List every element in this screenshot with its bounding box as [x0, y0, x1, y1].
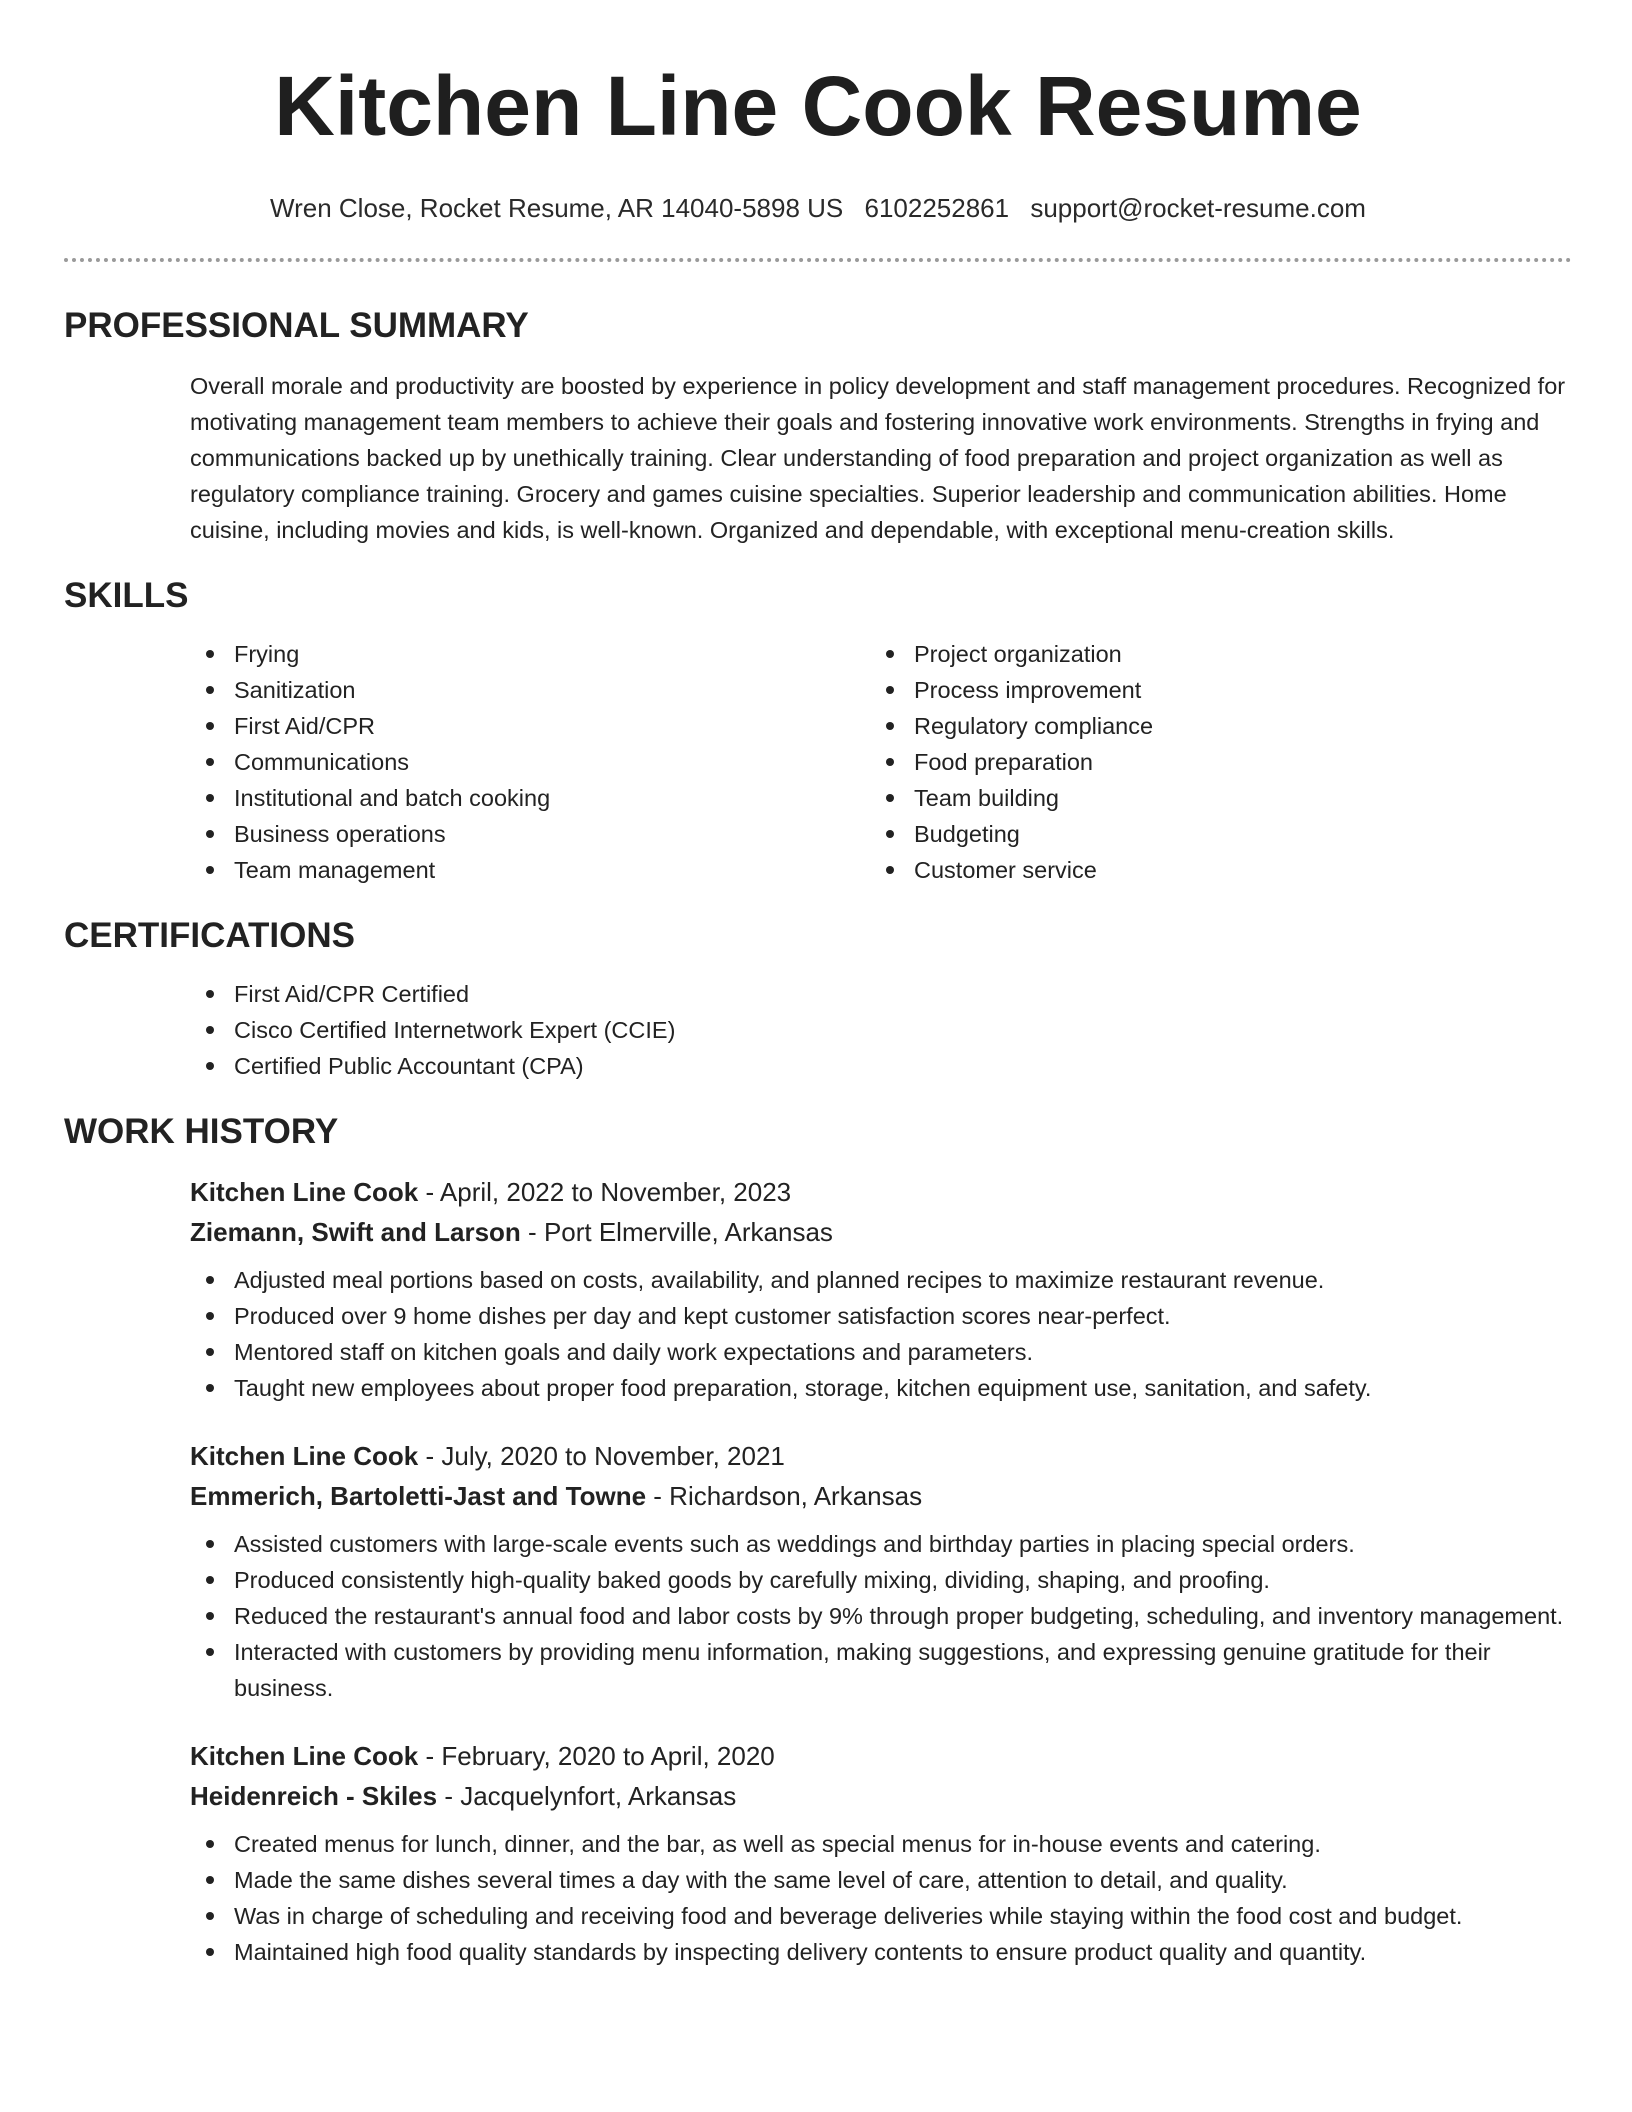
list-item: First Aid/CPR: [234, 708, 870, 744]
skills-title: SKILLS: [64, 576, 189, 615]
job-role-line: Kitchen Line Cook - February, 2020 to April, 2020: [190, 1741, 775, 1771]
job-company: Heidenreich - Skiles: [190, 1781, 438, 1811]
list-item: Adjusted meal portions based on costs, availability, and planned recipes to maximize restaurant revenue.: [234, 1262, 1572, 1298]
contact-line: [64, 192, 1572, 224]
job-company: Emmerich, Bartoletti-Jast and Towne: [190, 1481, 647, 1511]
list-item: Customer service: [914, 852, 1550, 888]
list-item: Team building: [914, 780, 1550, 816]
list-item: Communications: [234, 744, 870, 780]
list-item: Produced over 9 home dishes per day and kept customer satisfaction scores near-perfect.: [234, 1298, 1572, 1334]
job-dates: April, 2022 to November, 2023: [439, 1177, 792, 1207]
job-company: Ziemann, Swift and Larson: [190, 1217, 521, 1247]
list-item: Food preparation: [914, 744, 1550, 780]
summary-text: Overall morale and productivity are boosted by experience in policy development and staff management procedures. Recognized for motivating management team members to achieve their goals and fostering innovative work environments. Strengths in frying and communications backed up by unethically training. Clear understanding of food preparation and project organization as well as regulatory compliance training. Grocery and games cuisine specialties. Superior leadership and communication abilities. Home cuisine, including movies and kids, is well-known. Organized and dependable, with exceptional menu-creation skills.: [190, 373, 1566, 543]
job-company-line: Emmerich, Bartoletti-Jast and Towne - Richardson, Arkansas: [190, 1481, 923, 1511]
certifications-list: [190, 976, 1572, 1084]
list-item: Assisted customers with large-scale events such as weddings and birthday parties in placing special orders.: [234, 1526, 1572, 1562]
list-item: Certified Public Accountant (CPA): [234, 1048, 1572, 1084]
list-item: Was in charge of scheduling and receiving food and beverage deliveries while staying within the food cost and budget.: [234, 1898, 1572, 1934]
list-item: Institutional and batch cooking: [234, 780, 870, 816]
certifications-body: [190, 976, 1572, 1084]
list-item: Sanitization: [234, 672, 870, 708]
job-role: Kitchen Line Cook: [190, 1741, 419, 1771]
summary-section: [64, 306, 1572, 548]
list-item: Taught new employees about proper food preparation, storage, kitchen equipment use, sanitation, and safety.: [234, 1370, 1572, 1406]
certifications-title: CERTIFICATIONS: [64, 916, 356, 955]
skills-column-right: [870, 636, 1550, 888]
job-bullets: [190, 1526, 1572, 1706]
job-dates: February, 2020 to April, 2020: [441, 1741, 775, 1771]
job-company-line: Ziemann, Swift and Larson - Port Elmerville, Arkansas: [190, 1217, 833, 1247]
resume-name: Kitchen Line Cook Resume: [274, 59, 1362, 153]
contact-email: support@rocket-resume.com: [1030, 193, 1366, 223]
list-item: Team management: [234, 852, 870, 888]
list-item: Regulatory compliance: [914, 708, 1550, 744]
list-item: Business operations: [234, 816, 870, 852]
list-item: Created menus for lunch, dinner, and the bar, as well as special menus for in-house events and catering.: [234, 1826, 1572, 1862]
list-item: Reduced the restaurant's annual food and labor costs by 9% through proper budgeting, scheduling, and inventory management.: [234, 1598, 1572, 1634]
job-bullets: [190, 1262, 1572, 1406]
skills-list-right: [870, 636, 1550, 888]
job-role: Kitchen Line Cook: [190, 1441, 419, 1471]
job-entry: [190, 1736, 1572, 1970]
resume-page: [64, 0, 1572, 1970]
job-role: Kitchen Line Cook: [190, 1177, 419, 1207]
list-item: Mentored staff on kitchen goals and daily work expectations and parameters.: [234, 1334, 1572, 1370]
list-item: Process improvement: [914, 672, 1550, 708]
contact-phone: 6102252861: [864, 193, 1010, 223]
list-item: Made the same dishes several times a day with the same level of care, attention to detail, and quality.: [234, 1862, 1572, 1898]
contact-address: Wren Close, Rocket Resume, AR 14040-5898 US: [270, 193, 844, 223]
job-entry: [190, 1172, 1572, 1406]
skills-section: [64, 576, 1572, 888]
list-item: Interacted with customers by providing menu information, making suggestions, and expressing genuine gratitude for their business.: [234, 1634, 1572, 1706]
list-item: Produced consistently high-quality baked goods by carefully mixing, dividing, shaping, and proofing.: [234, 1562, 1572, 1598]
list-item: First Aid/CPR Certified: [234, 976, 1572, 1012]
list-item: Maintained high food quality standards by inspecting delivery contents to ensure product quality and quantity.: [234, 1934, 1572, 1970]
list-item: Budgeting: [914, 816, 1550, 852]
job-location: Jacquelynfort, Arkansas: [460, 1781, 737, 1811]
job-bullets: [190, 1826, 1572, 1970]
certifications-section: [64, 916, 1572, 1084]
job-entry: [190, 1436, 1572, 1706]
list-item: Cisco Certified Internetwork Expert (CCIE): [234, 1012, 1572, 1048]
list-item: Project organization: [914, 636, 1550, 672]
skills-column-left: [190, 636, 870, 888]
work-section: [64, 1112, 1572, 1970]
skills-list-left: [190, 636, 870, 888]
job-dates: July, 2020 to November, 2021: [441, 1441, 785, 1471]
job-role-line: Kitchen Line Cook - April, 2022 to November, 2023: [190, 1177, 792, 1207]
header-divider: [64, 258, 1572, 262]
work-title: WORK HISTORY: [64, 1112, 339, 1151]
skills-grid: [190, 636, 1572, 888]
job-location: Port Elmerville, Arkansas: [543, 1217, 833, 1247]
list-item: Frying: [234, 636, 870, 672]
summary-title: PROFESSIONAL SUMMARY: [64, 306, 529, 345]
job-company-line: Heidenreich - Skiles - Jacquelynfort, Arkansas: [190, 1781, 737, 1811]
job-location: Richardson, Arkansas: [669, 1481, 923, 1511]
job-role-line: Kitchen Line Cook - July, 2020 to November, 2021: [190, 1441, 785, 1471]
